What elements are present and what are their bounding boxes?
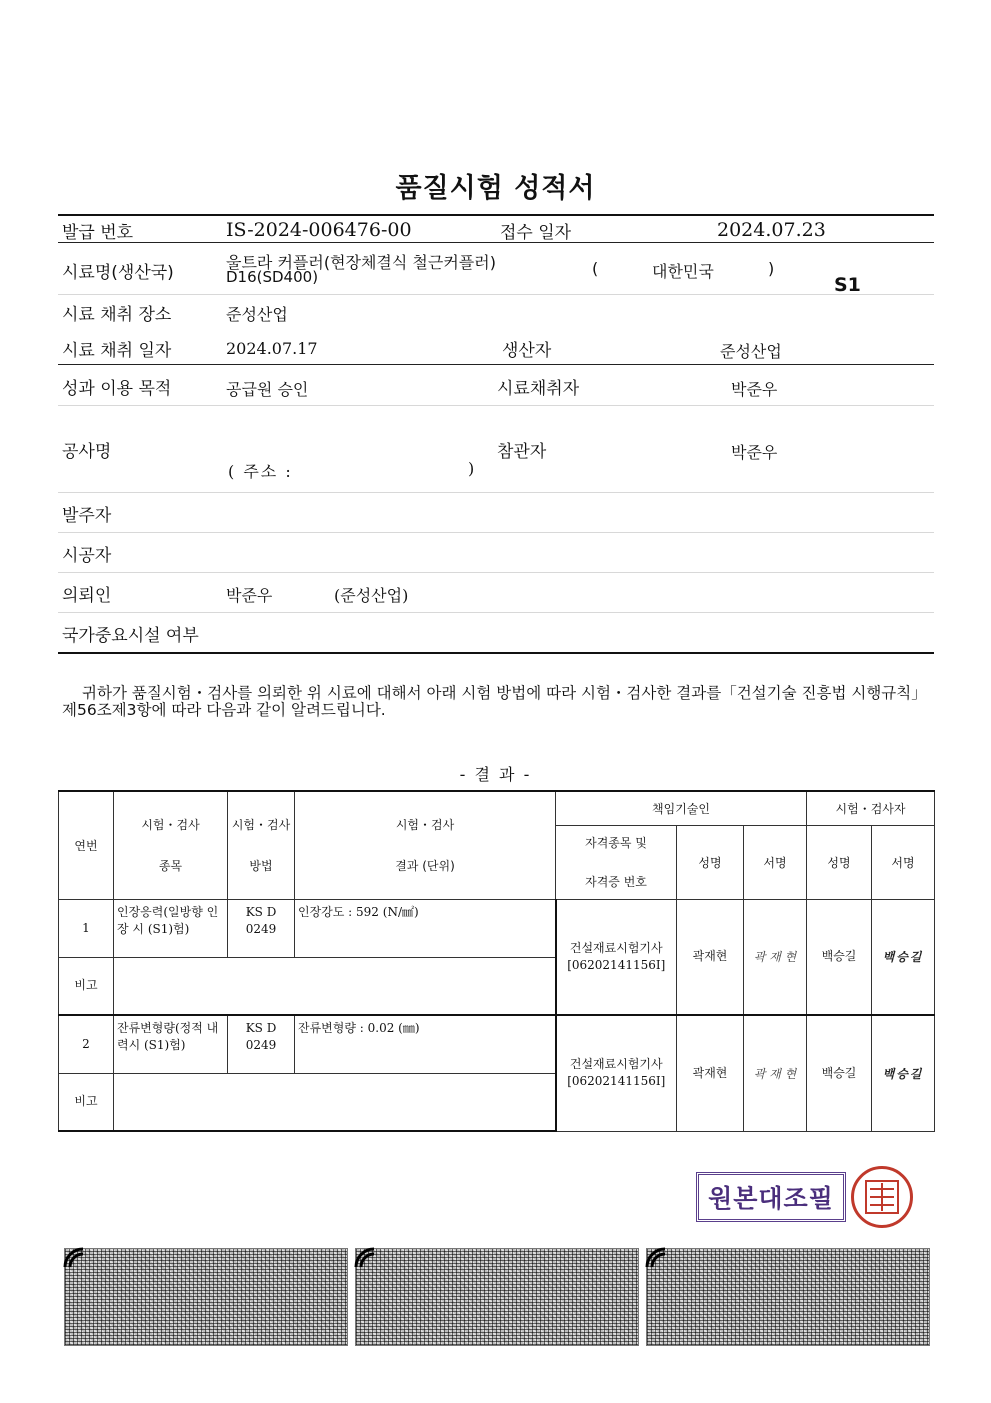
date-label: 시료 채취 일자 [62,341,172,361]
rule [58,364,934,365]
col-result-bottom: 결과 (단위) [395,859,455,874]
row-result: 인장강도 : 592 (N/㎟) [295,899,556,957]
remark-label: 비고 [59,1073,114,1131]
col-method [228,791,295,899]
security-barcode [355,1248,639,1346]
certified-copy-stamp: 원본대조필 [696,1172,846,1222]
row-qualification [556,899,677,1015]
orderer-label: 발주자 [62,506,112,526]
col-result [295,791,556,899]
col-engineer-sig: 서명 [744,825,807,899]
place: 준성산업 [226,305,288,324]
row-tester-name: 백승길 [807,1015,872,1131]
project-label: 공사명 [62,442,112,462]
address-close: ) [468,459,475,478]
security-barcode [646,1248,930,1346]
paren-open: ( [592,259,599,278]
national-label: 국가중요시설 여부 [62,626,199,646]
col-qualification [556,825,677,899]
remark-label: 비고 [59,957,114,1015]
sampler: 박준우 [731,380,778,399]
remark-value [114,957,556,1015]
table-row [59,1015,935,1073]
col-engineer-name: 성명 [677,825,744,899]
col-tester: 시험・검사자 [807,791,935,825]
row-qual-name: 건설재료시험기사 [569,940,663,955]
row-engineer-name: 곽재현 [677,899,744,1015]
col-engineer: 책임기술인 [556,791,807,825]
barcode-corner-icon [63,1247,85,1269]
row-item: 잔류변형량(정적 내력시 (S1)험) [114,1015,228,1073]
barcode-corner-icon [354,1247,376,1269]
rule [58,532,934,533]
row-engineer-sig: 곽 재 현 [744,899,807,1015]
barcode-corner-icon [645,1247,667,1269]
col-qual-bottom: 자격증 번호 [585,875,647,889]
notice-paragraph: 귀하가 품질시험・검사를 의뢰한 위 시료에 대해서 아래 시험 방법에 따라 시험・검사한 결과를「건설기술 진흥법 시행규칙」제56조제3항에 따라 다음과 같이 알려드립니다. [62,684,927,719]
sample-name-line1: 울트라 커플러(현장체결식 철근커플러) [226,253,496,272]
rule [58,405,934,406]
col-method-top: 시험・검사 [231,818,291,833]
results-title: - 결 과 - [459,765,532,784]
paren-close: ) [768,259,775,278]
received-date: 2024.07.23 [717,219,826,241]
col-method-bottom: 방법 [249,859,273,874]
col-no: 연번 [59,791,114,899]
row-qualification [556,1015,677,1131]
issue-no: IS-2024-006476-00 [226,219,412,241]
sampler-label: 시료채취자 [497,379,580,399]
builder-label: 시공자 [62,546,112,566]
results-table [58,790,935,1132]
row-qual-name: 건설재료시험기사 [569,1057,663,1072]
row-result: 잔류변형량 : 0.02 (㎜) [295,1015,556,1073]
row-tester-sig: 백승길 [872,1015,935,1131]
row-engineer-sig: 곽 재 현 [744,1015,807,1131]
client-label: 의뢰인 [62,586,112,606]
producer: 준성산업 [720,342,782,361]
row-item: 인장응력(일방향 인장 시 (S1)험) [114,899,228,957]
rule [58,492,934,493]
row-tester-name: 백승길 [807,899,872,1015]
sample-name-line2: D16(SD400) [226,268,319,286]
witness-label: 참관자 [497,442,547,462]
rule [58,612,934,613]
official-seal [851,1166,913,1228]
rule [58,572,934,573]
client-company: (준성산업) [334,586,409,605]
country: 대한민국 [652,262,714,281]
rule [58,294,934,295]
sample-label: 시료명(생산국) [62,263,174,283]
col-tester-sig: 서명 [872,825,935,899]
document-title: 품질시험 성적서 [395,173,596,204]
row-cert-no: [06202141156I] [567,1074,666,1089]
client: 박준우 [226,586,273,605]
rule [58,242,934,243]
col-tester-name: 성명 [807,825,872,899]
sample-code: S1 [834,274,861,296]
witness: 박준우 [731,443,778,462]
row-method: KS D 0249 [228,1015,295,1073]
place-label: 시료 채취 장소 [62,305,172,325]
rule-bottom [58,652,934,654]
purpose-label: 성과 이용 목적 [62,379,172,399]
row-engineer-name: 곽재현 [677,1015,744,1131]
received-label: 접수 일자 [500,223,572,243]
table-row [59,899,935,957]
col-qual-top: 자격종목 및 [585,836,647,850]
address-open: ( 주소 : [228,462,293,481]
col-item [114,791,228,899]
remark-value [114,1073,556,1131]
issue-no-label: 발급 번호 [62,223,134,243]
security-barcode [64,1248,348,1346]
row-no: 2 [59,1015,114,1073]
sample-date: 2024.07.17 [226,339,318,358]
col-item-bottom: 종목 [158,859,183,874]
row-tester-sig: 백승길 [872,899,935,1015]
seal-pattern-icon [854,1169,910,1225]
row-no: 1 [59,899,114,957]
col-result-top: 시험・검사 [395,818,455,833]
row-method: KS D 0249 [228,899,295,957]
row-cert-no: [06202141156I] [567,957,666,972]
rule-top [58,214,934,216]
purpose: 공급원 승인 [226,380,309,399]
producer-label: 생산자 [502,341,552,361]
col-item-top: 시험・검사 [141,818,200,833]
